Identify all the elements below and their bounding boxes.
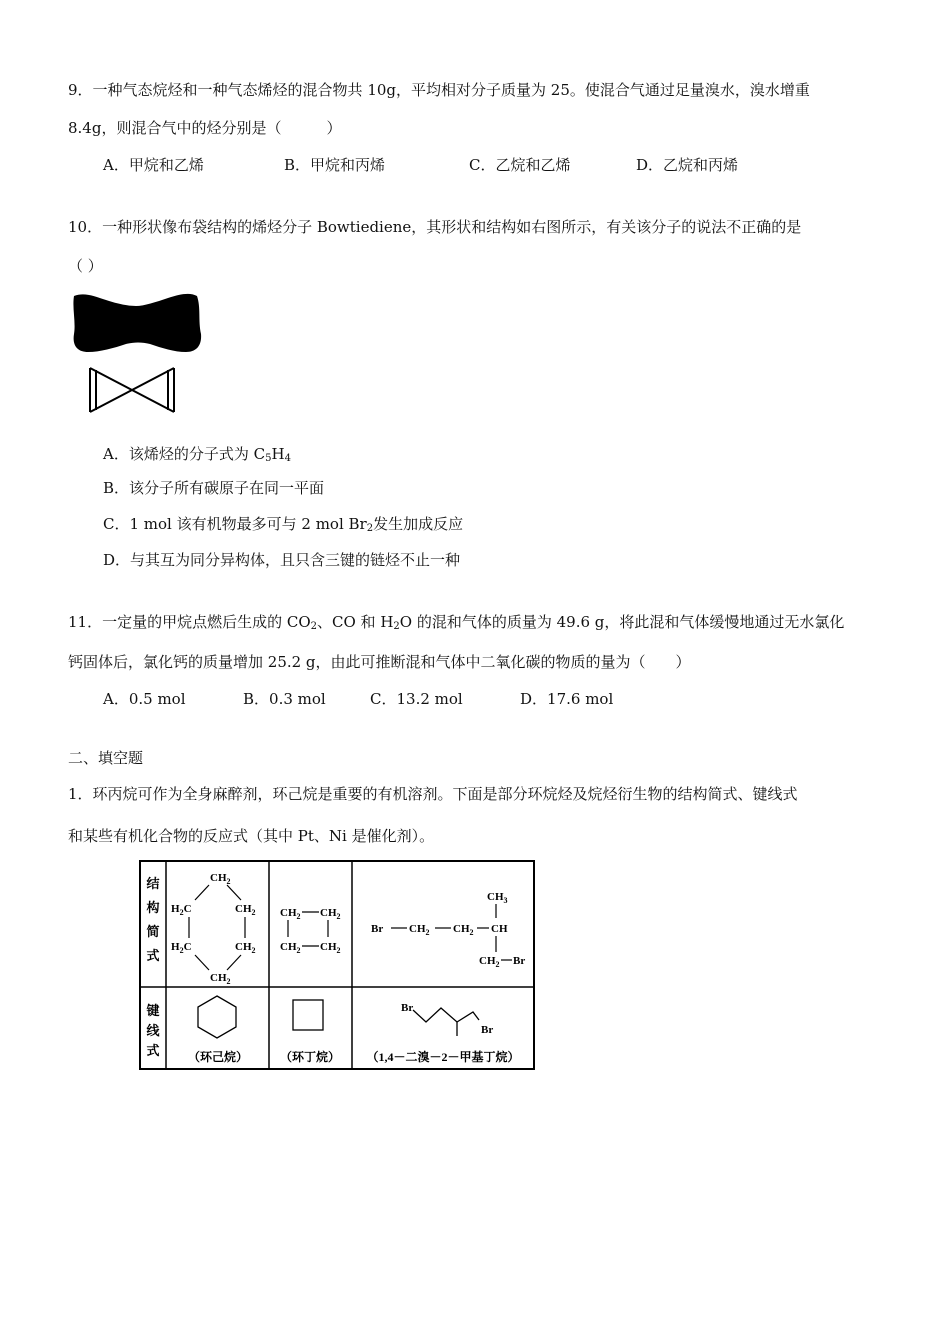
q11-line1: 11．一定量的甲烷点燃后生成的 $CO_2$、CO 和 $H_2O$ 的混和气体的质量为 49.6 g，将此混和气体缓慢地通过无水氯化	[68, 613, 845, 632]
svg-text:CH2: $CH_2$	[320, 907, 341, 921]
svg-text:Br: Br	[371, 923, 384, 935]
bowtie-structure-figure	[88, 364, 176, 416]
label-cyclohexane: （环己烷）	[187, 1050, 249, 1064]
q11-option-b[interactable]: B．0.3 mol	[243, 690, 326, 708]
fill-q1-line2: 和某些有机化合物的反应式（其中 Pt、Ni 是催化剂）。	[68, 827, 435, 845]
svg-text:CH2: $CH_2$	[453, 923, 474, 937]
q11-option-d[interactable]: D．17.6 mol	[520, 690, 614, 708]
dibromomethylbutane-skeletal	[401, 1002, 493, 1036]
q10-option-b[interactable]: B．该分子所有碳原子在同一平面	[103, 479, 325, 497]
q10-option-a[interactable]: A．该烯烃的分子式为 $C_5H_4$	[103, 445, 291, 464]
q10-line1: 10．一种形状像布袋结构的烯烃分子 Bowtiediene，其形状和结构如右图所示，有关该分子的说法不正确的是	[68, 218, 802, 236]
cyclobutane-formula	[280, 907, 341, 955]
q10-option-d[interactable]: D．与其互为同分异构体，且只含三键的链烃不止一种	[103, 551, 461, 569]
svg-text:H2C: $H_2C$	[171, 941, 192, 955]
svg-text:CH3: $CH_3$	[487, 891, 508, 905]
label-cyclobutane: （环丁烷）	[279, 1050, 341, 1064]
q9-line2: 8.4g，则混合气中的烃分别是（ ）	[68, 119, 342, 137]
row1-header-char: 简	[146, 924, 160, 939]
fill-q1-line1: 1．环丙烷可作为全身麻醉剂，环己烷是重要的有机溶剂。下面是部分环烷烃及烷烃衍生物的结构简式、键线式	[68, 785, 798, 803]
svg-text:Br: Br	[401, 1002, 414, 1014]
row1-header-char: 构	[146, 900, 160, 915]
svg-text:Br: Br	[481, 1024, 494, 1036]
q9-option-d[interactable]: D．乙烷和丙烯	[636, 156, 739, 174]
svg-text:CH2: $CH_2$	[210, 872, 231, 886]
q9-line1: 9．一种气态烷烃和一种气态烯烃的混合物共 10g，平均相对分子质量为 25。使混合气通过足量溴水，溴水增重	[68, 81, 810, 99]
row2-header-char: 线	[146, 1023, 160, 1038]
svg-text:CH2: $CH_2$	[479, 955, 500, 969]
q10-line2: （ ）	[68, 257, 103, 275]
svg-text:Br: Br	[513, 955, 526, 967]
label-dibromomethylbutane: （1,4－二溴－2－甲基丁烷）	[366, 1050, 520, 1064]
cyclohexane-skeletal	[198, 996, 236, 1038]
row2-header-char: 式	[146, 1043, 160, 1058]
row2-header-char: 键	[146, 1003, 160, 1018]
structure-table	[139, 860, 535, 1070]
svg-text:CH2: $CH_2$	[235, 941, 256, 955]
svg-text:CH: CH	[491, 923, 508, 935]
svg-text:CH2: $CH_2$	[210, 972, 231, 986]
svg-text:CH2: $CH_2$	[320, 941, 341, 955]
q11-option-a[interactable]: A．0.5 mol	[103, 690, 186, 708]
q9-option-b[interactable]: B．甲烷和丙烯	[284, 156, 386, 174]
cyclobutane-skeletal	[293, 1000, 323, 1030]
q11-line2: 钙固体后，氯化钙的质量增加 25.2 g，由此可推断混和气体中二氧化碳的物质的量为（ ）	[68, 653, 691, 671]
bowtie-shape-figure	[70, 290, 202, 356]
cyclohexane-formula	[171, 872, 256, 986]
row1-header-char: 式	[146, 948, 160, 963]
q9-option-a[interactable]: A．甲烷和乙烯	[103, 156, 204, 174]
svg-text:CH2: $CH_2$	[409, 923, 430, 937]
svg-text:CH2: $CH_2$	[235, 903, 256, 917]
row1-header-char: 结	[146, 876, 160, 891]
q11-option-c[interactable]: C．13.2 mol	[370, 690, 463, 708]
svg-text:CH2: $CH_2$	[280, 941, 301, 955]
dibromomethylbutane-formula	[371, 891, 525, 969]
svg-text:CH2: $CH_2$	[280, 907, 301, 921]
q10-option-c[interactable]: C．1 mol 该有机物最多可与 2 mol $Br_2$发生加成反应	[103, 515, 464, 534]
svg-text:H2C: $H_2C$	[171, 903, 192, 917]
section-heading: 二、填空题	[68, 749, 144, 767]
q9-option-c[interactable]: C．乙烷和乙烯	[469, 156, 571, 174]
